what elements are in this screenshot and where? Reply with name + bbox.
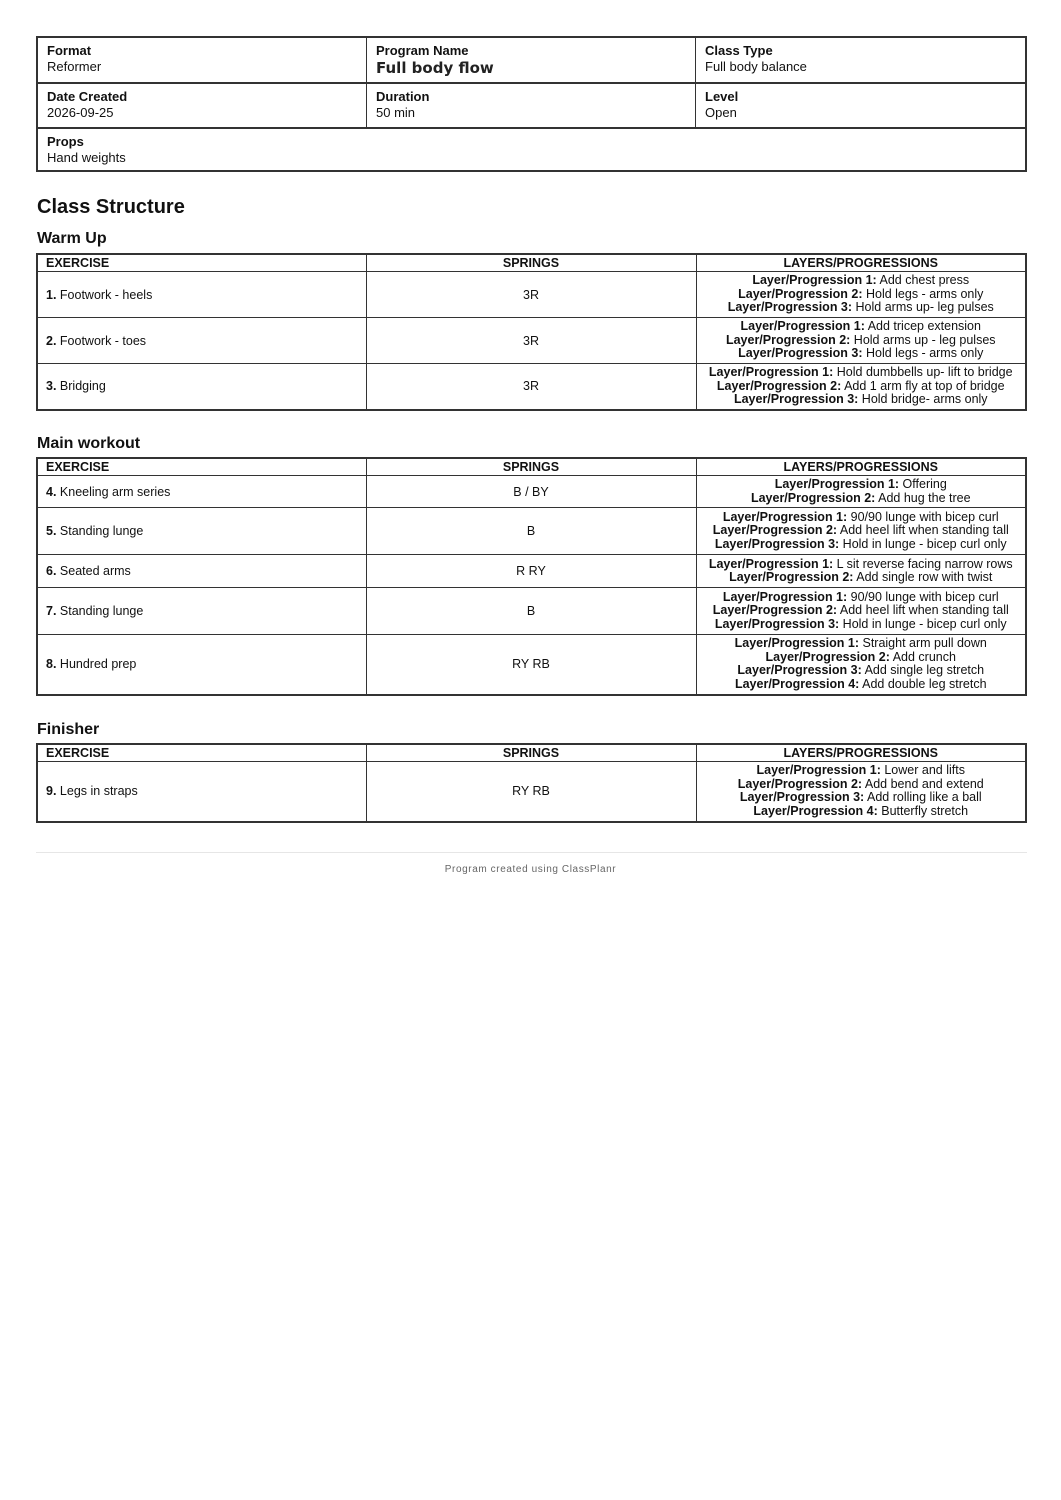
exercise-header: EXERCISE	[37, 744, 366, 762]
layer-label: Layer/Progression 3:	[733, 392, 859, 406]
layer-progression	[701, 571, 1022, 585]
program-name-label: Program Name	[376, 43, 469, 58]
table-header-row	[37, 254, 1026, 272]
layer-text: Hold in lunge - bicep curl only	[842, 536, 1007, 551]
layer-label: Layer/Progression 1:	[740, 319, 865, 334]
layer-label: Layer/Progression 1:	[756, 763, 881, 778]
section-title-main-workout: Main workout	[37, 435, 141, 452]
layer-text: Add crunch	[892, 649, 956, 664]
layer-text: 90/90 lunge with bicep curl	[850, 589, 999, 604]
layer-progression	[701, 524, 1022, 538]
layer-progression	[701, 301, 1022, 315]
layer-label: Layer/Progression 3:	[738, 346, 863, 361]
layer-progression	[701, 651, 1022, 665]
layer-progression	[701, 320, 1022, 334]
class-type-value: Full body balance	[705, 59, 807, 74]
props-label: Props	[47, 134, 84, 149]
exercise-number: 1.	[46, 287, 57, 302]
layer-label: Layer/Progression 3:	[727, 300, 853, 315]
program-page	[36, 36, 1027, 818]
exercise-cell	[37, 588, 366, 635]
layer-progression	[701, 558, 1022, 572]
format-value: Reformer	[47, 59, 102, 74]
level-cell	[696, 84, 1025, 127]
layer-label: Layer/Progression 2:	[712, 603, 838, 618]
layer-label: Layer/Progression 2:	[738, 286, 863, 301]
layer-label: Layer/Progression 3:	[739, 790, 865, 805]
layers-cell	[696, 476, 1026, 508]
layer-text: Butterfly stretch	[881, 803, 969, 818]
layer-progression	[701, 478, 1022, 492]
date-cell	[38, 84, 367, 127]
exercise-number: 5.	[46, 524, 57, 538]
layer-progression	[701, 604, 1022, 618]
exercise-name: Standing lunge	[59, 604, 144, 618]
layer-text: Add heel lift when standing tall	[839, 603, 1009, 618]
layer-progression	[701, 678, 1022, 692]
layer-text: Hold dumbbells up- lift to bridge	[836, 365, 1013, 379]
springs-cell: RY RB	[366, 762, 696, 822]
exercise-name: Hundred prep	[59, 657, 137, 672]
table-row	[37, 272, 1026, 318]
exercise-cell	[37, 364, 366, 410]
layer-progression	[701, 538, 1022, 552]
date-label: Date Created	[47, 89, 128, 104]
layer-progression	[701, 366, 1022, 380]
exercise-name: Footwork - heels	[59, 287, 153, 302]
date-value: 2026-09-25	[47, 105, 114, 120]
exercise-name: Bridging	[59, 379, 106, 394]
layer-progression	[701, 618, 1022, 632]
layer-text: Add chest press	[879, 273, 970, 288]
layer-label: Layer/Progression 3:	[714, 616, 840, 631]
exercise-cell	[37, 508, 366, 555]
layer-progression	[701, 778, 1022, 792]
layer-text: Add heel lift when standing tall	[839, 523, 1009, 538]
layer-label: Layer/Progression 1:	[774, 477, 900, 491]
main-workout-table	[36, 457, 1027, 696]
springs-cell: B	[366, 508, 696, 555]
exercise-number: 9.	[46, 784, 57, 799]
layer-text: Add single row with twist	[856, 570, 993, 584]
layer-progression	[701, 380, 1022, 394]
layer-progression	[701, 334, 1022, 348]
layer-label: Layer/Progression 2:	[725, 332, 851, 347]
class-type-label: Class Type	[705, 43, 773, 58]
layer-text: Add hug the tree	[878, 490, 971, 505]
exercise-number: 2.	[46, 333, 57, 348]
exercise-cell	[37, 555, 366, 588]
layers-cell	[696, 272, 1026, 318]
springs-cell: 3R	[366, 364, 696, 410]
table-header-row	[37, 744, 1026, 762]
layer-label: Layer/Progression 1:	[722, 509, 848, 524]
finisher-table	[36, 743, 1027, 823]
program-name-cell	[367, 38, 696, 82]
layer-text: Hold legs - arms only	[865, 346, 984, 361]
layer-progression	[701, 805, 1022, 819]
exercise-header: EXERCISE	[37, 254, 366, 272]
table-row	[37, 476, 1026, 508]
layer-progression	[701, 764, 1022, 778]
footer-credit: Program created using ClassPlanr	[444, 864, 617, 875]
layer-text: Add tricep extension	[867, 319, 981, 334]
layer-progression	[701, 492, 1022, 506]
layer-label: Layer/Progression 1:	[708, 556, 834, 571]
layers-header: LAYERS/PROGRESSIONS	[696, 458, 1026, 476]
duration-value: 50 min	[376, 105, 416, 120]
springs-header: SPRINGS	[366, 254, 696, 272]
table-row	[37, 364, 1026, 410]
layers-header: LAYERS/PROGRESSIONS	[696, 744, 1026, 762]
exercise-number: 7.	[46, 604, 57, 618]
layer-text: Straight arm pull down	[862, 636, 987, 651]
level-value: Open	[705, 105, 737, 120]
layers-cell	[696, 508, 1026, 555]
level-label: Level	[705, 89, 739, 104]
layer-text: L sit reverse facing narrow rows	[836, 556, 1013, 571]
layer-text: Add double leg stretch	[862, 676, 987, 691]
props-cell	[38, 129, 697, 170]
exercise-number: 6.	[46, 564, 57, 578]
duration-cell	[367, 84, 696, 127]
springs-header: SPRINGS	[366, 744, 696, 762]
class-structure-title: Class Structure	[37, 196, 185, 218]
duration-label: Duration	[376, 89, 430, 104]
layer-progression	[701, 274, 1022, 288]
springs-cell: R RY	[366, 555, 696, 588]
exercise-cell	[37, 318, 366, 364]
layer-text: Add rolling like a ball	[867, 790, 982, 805]
table-row	[37, 318, 1026, 364]
layers-cell	[696, 364, 1026, 410]
layers-cell	[696, 635, 1026, 695]
layer-label: Layer/Progression 1:	[722, 589, 848, 604]
program-name-value: Full body flow	[376, 59, 494, 77]
exercise-number: 8.	[46, 657, 57, 672]
section-title-warm-up: Warm Up	[37, 230, 107, 247]
layer-text: Hold arms up- leg pulses	[855, 300, 994, 315]
springs-cell: 3R	[366, 272, 696, 318]
layers-cell	[696, 588, 1026, 635]
layers-cell	[696, 318, 1026, 364]
layers-header: LAYERS/PROGRESSIONS	[696, 254, 1026, 272]
layer-label: Layer/Progression 2:	[737, 776, 863, 791]
table-row	[37, 588, 1026, 635]
layer-progression	[701, 511, 1022, 525]
layer-text: Add bend and extend	[864, 776, 984, 791]
layer-progression	[701, 664, 1022, 678]
program-info-grid	[36, 36, 1027, 172]
table-row	[37, 555, 1026, 588]
layer-progression	[701, 288, 1022, 302]
exercise-name: Kneeling arm series	[59, 484, 171, 499]
exercise-name: Footwork - toes	[59, 333, 147, 348]
layers-cell	[696, 762, 1026, 822]
exercise-name: Standing lunge	[59, 524, 144, 538]
layer-text: Add 1 arm fly at top of bridge	[844, 378, 1005, 393]
exercise-name: Legs in straps	[59, 784, 138, 799]
format-cell	[38, 38, 367, 82]
layer-label: Layer/Progression 4:	[753, 803, 878, 818]
springs-cell: 3R	[366, 318, 696, 364]
exercise-cell	[37, 762, 366, 822]
table-header-row	[37, 458, 1026, 476]
layer-progression	[701, 591, 1022, 605]
exercise-header: EXERCISE	[37, 458, 366, 476]
layer-text: Hold arms up - leg pulses	[853, 332, 996, 347]
layers-cell	[696, 555, 1026, 588]
layer-label: Layer/Progression 4:	[734, 676, 860, 691]
exercise-number: 4.	[46, 484, 57, 499]
table-row	[37, 635, 1026, 695]
exercise-cell	[37, 635, 366, 695]
springs-cell: B	[366, 588, 696, 635]
table-row	[37, 762, 1026, 822]
layer-progression	[701, 637, 1022, 651]
layer-label: Layer/Progression 1:	[752, 273, 877, 288]
table-row	[37, 508, 1026, 555]
springs-cell: RY RB	[366, 635, 696, 695]
exercise-cell	[37, 272, 366, 318]
layer-label: Layer/Progression 1:	[734, 636, 859, 651]
layer-text: Hold bridge- arms only	[861, 392, 988, 406]
layer-text: Hold legs - arms only	[865, 286, 984, 301]
layer-label: Layer/Progression 1:	[708, 365, 834, 379]
layer-label: Layer/Progression 2:	[729, 570, 854, 584]
layer-progression	[701, 791, 1022, 805]
class-type-cell	[696, 38, 1025, 82]
layer-label: Layer/Progression 3:	[737, 663, 862, 678]
footer-divider	[36, 852, 1027, 853]
layer-label: Layer/Progression 2:	[765, 649, 890, 664]
exercise-name: Seated arms	[59, 564, 131, 578]
springs-cell: B / BY	[366, 476, 696, 508]
layer-text: 90/90 lunge with bicep curl	[850, 509, 999, 524]
props-value: Hand weights	[47, 150, 126, 165]
layer-progression	[701, 393, 1022, 407]
layer-label: Layer/Progression 3:	[714, 536, 840, 551]
springs-header: SPRINGS	[366, 458, 696, 476]
exercise-number: 3.	[46, 379, 57, 394]
exercise-cell	[37, 476, 366, 508]
format-label: Format	[47, 43, 92, 58]
layer-progression	[701, 347, 1022, 361]
layer-label: Layer/Progression 2:	[716, 378, 842, 393]
layer-label: Layer/Progression 2:	[712, 523, 838, 538]
layer-text: Hold in lunge - bicep curl only	[842, 616, 1007, 631]
layer-text: Add single leg stretch	[864, 663, 985, 678]
layer-text: Lower and lifts	[884, 763, 965, 778]
layer-label: Layer/Progression 2:	[750, 490, 876, 505]
warm-up-table	[36, 253, 1027, 411]
layer-text: Offering	[902, 477, 947, 491]
section-title-finisher: Finisher	[37, 721, 100, 738]
